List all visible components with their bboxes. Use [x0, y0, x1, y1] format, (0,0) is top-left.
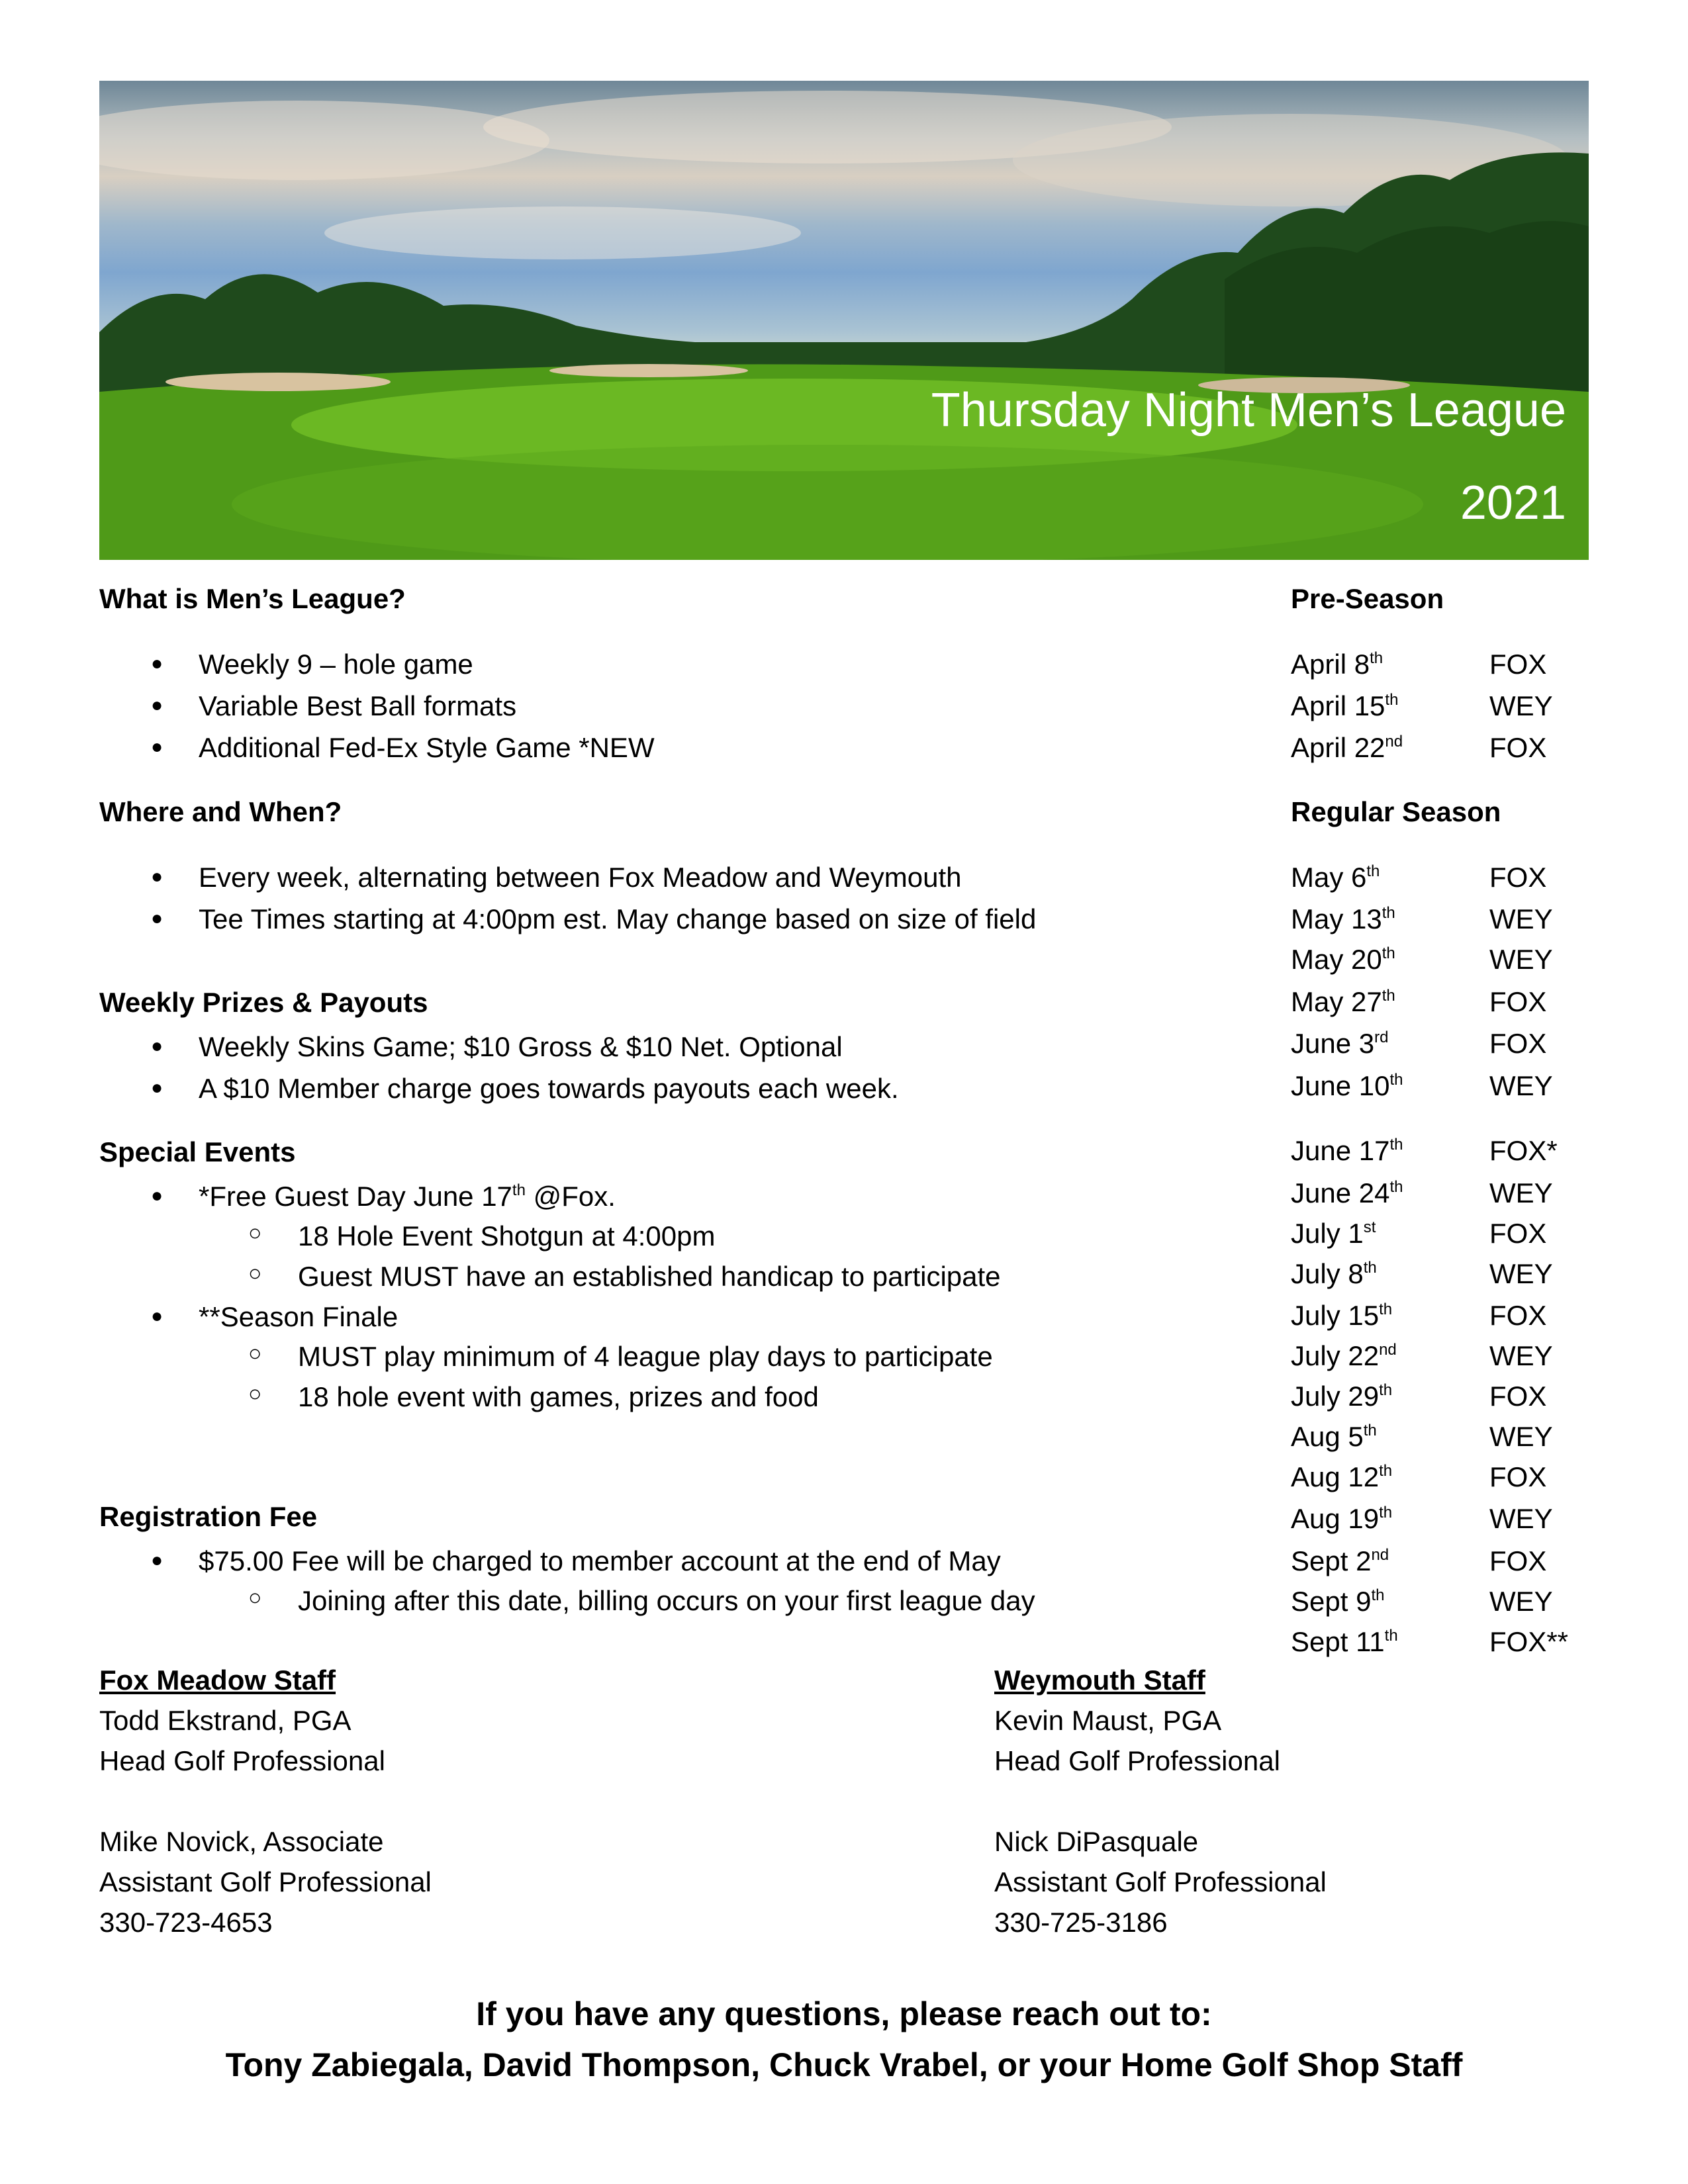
- ordinal-suffix: th: [1385, 691, 1399, 709]
- staff-phone: 330-723-4653: [99, 1907, 273, 1938]
- schedule-date-text: July 22: [1291, 1340, 1380, 1371]
- schedule-date-text: April 22: [1291, 732, 1385, 763]
- header-banner: [99, 81, 1589, 560]
- schedule-date: [1291, 1179, 1403, 1207]
- schedule-date-text: June 10: [1291, 1070, 1390, 1101]
- bullet-icon: ●: [151, 907, 164, 929]
- schedule-course: FOX*: [1489, 1135, 1558, 1166]
- sub-list-item: 18 hole event with games, prizes and food: [298, 1381, 819, 1412]
- ordinal-suffix: st: [1363, 1218, 1376, 1236]
- footer-contact-names: Tony Zabiegala, David Thompson, Chuck Vrabel, or your Home Golf Shop Staff: [225, 2046, 1463, 2083]
- schedule-date-text: Sept 2: [1291, 1545, 1372, 1576]
- staff-line: Assistant Golf Professional: [994, 1866, 1327, 1897]
- schedule-date: [1291, 651, 1383, 678]
- bullet-icon: ●: [151, 1549, 164, 1571]
- sub-list-item: MUST play minimum of 4 league play days to participate: [298, 1341, 993, 1372]
- schedule-date-text: July 15: [1291, 1300, 1380, 1331]
- staff-line: Head Golf Professional: [994, 1745, 1280, 1776]
- schedule-date-text: July 1: [1291, 1218, 1364, 1249]
- schedule-date: [1291, 1628, 1398, 1656]
- schedule-course: FOX: [1489, 862, 1547, 893]
- list-item: **Season Finale: [199, 1301, 399, 1332]
- list-item: Every week, alternating between Fox Meadow and Weymouth: [199, 862, 962, 893]
- sub-bullet-icon: ○: [248, 1261, 262, 1286]
- schedule-date: [1291, 1547, 1389, 1575]
- bullet-icon: ●: [151, 1185, 164, 1206]
- section-heading-prizes: Weekly Prizes & Payouts: [99, 987, 428, 1018]
- schedule-course: FOX: [1489, 986, 1547, 1017]
- schedule-date-text: June 17: [1291, 1135, 1390, 1166]
- schedule-date-text: June 3: [1291, 1028, 1375, 1059]
- sub-bullet-icon: ○: [248, 1220, 262, 1246]
- list-item: Additional Fed-Ex Style Game *NEW: [199, 732, 655, 763]
- schedule-date: [1291, 1030, 1388, 1058]
- schedule-course: WEY: [1489, 1421, 1553, 1452]
- schedule-date-text: June 24: [1291, 1177, 1390, 1208]
- schedule-date: [1291, 1137, 1403, 1165]
- schedule-course: WEY: [1489, 1340, 1553, 1371]
- schedule-date: [1291, 946, 1395, 974]
- schedule-course: WEY: [1489, 1177, 1553, 1208]
- list-item: Weekly Skins Game; $10 Gross & $10 Net. Optional: [199, 1031, 843, 1062]
- bullet-icon: ●: [151, 1305, 164, 1327]
- schedule-date-text: Aug 12: [1291, 1461, 1380, 1492]
- guest-day-location: @Fox.: [525, 1181, 616, 1212]
- list-item: [199, 1183, 616, 1210]
- preseason-heading: Pre-Season: [1291, 583, 1444, 614]
- staff-line: Todd Ekstrand, PGA: [99, 1705, 352, 1736]
- ordinal-suffix: th: [1363, 1259, 1377, 1277]
- ordinal-suffix: th: [1366, 862, 1380, 880]
- sub-bullet-icon: ○: [248, 1341, 262, 1366]
- ordinal-suffix: th: [1363, 1422, 1377, 1439]
- fox-meadow-staff-heading: Fox Meadow Staff: [99, 1664, 336, 1696]
- schedule-course: FOX: [1489, 1028, 1547, 1059]
- schedule-date-text: April 15: [1291, 690, 1385, 721]
- ordinal-suffix: th: [1382, 904, 1395, 922]
- staff-line: Assistant Golf Professional: [99, 1866, 432, 1897]
- schedule-date: [1291, 1463, 1392, 1491]
- ordinal-suffix: th: [1371, 1586, 1385, 1604]
- ordinal-suffix: th: [1379, 1504, 1393, 1522]
- schedule-date-text: May 27: [1291, 986, 1382, 1017]
- schedule-date-text: May 6: [1291, 862, 1367, 893]
- schedule-course: FOX**: [1489, 1626, 1569, 1657]
- schedule-date-text: Sept 9: [1291, 1586, 1372, 1617]
- schedule-date-text: Aug 5: [1291, 1421, 1364, 1452]
- staff-line: Mike Novick, Associate: [99, 1826, 384, 1857]
- ordinal-suffix: rd: [1374, 1028, 1389, 1046]
- guest-day-text: *Free Guest Day June 17: [199, 1181, 512, 1212]
- ordinal-suffix: th: [1389, 1136, 1403, 1154]
- section-heading-registration: Registration Fee: [99, 1501, 318, 1532]
- schedule-course: FOX: [1489, 1461, 1547, 1492]
- schedule-date: [1291, 1505, 1392, 1533]
- schedule-date-text: July 29: [1291, 1381, 1380, 1412]
- schedule-date-text: May 13: [1291, 903, 1382, 934]
- staff-line: Kevin Maust, PGA: [994, 1705, 1222, 1736]
- schedule-date: [1291, 1260, 1377, 1288]
- schedule-date-text: July 8: [1291, 1258, 1364, 1289]
- ordinal-suffix: th: [1379, 1381, 1393, 1399]
- sub-bullet-icon: ○: [248, 1381, 262, 1406]
- ordinal-suffix: th: [1382, 944, 1395, 962]
- sub-list-item: Guest MUST have an established handicap to participate: [298, 1261, 1001, 1292]
- schedule-date: [1291, 1423, 1377, 1451]
- bullet-icon: ●: [151, 653, 164, 674]
- schedule-course: FOX: [1489, 732, 1547, 763]
- ordinal-suffix: th: [1384, 1627, 1398, 1645]
- section-heading-special: Special Events: [99, 1136, 296, 1167]
- regular-season-heading: Regular Season: [1291, 796, 1501, 827]
- schedule-course: WEY: [1489, 1503, 1553, 1534]
- schedule-date: [1291, 988, 1395, 1016]
- schedule-course: WEY: [1489, 944, 1553, 975]
- schedule-date: [1291, 1383, 1392, 1410]
- schedule-date: [1291, 1302, 1392, 1330]
- schedule-date: [1291, 864, 1380, 891]
- schedule-course: WEY: [1489, 690, 1553, 721]
- schedule-course: FOX: [1489, 1300, 1547, 1331]
- bullet-icon: ●: [151, 694, 164, 716]
- bullet-icon: ●: [151, 1077, 164, 1099]
- schedule-date: [1291, 692, 1398, 720]
- schedule-date-text: April 8: [1291, 649, 1370, 680]
- schedule-course: WEY: [1489, 1586, 1553, 1617]
- schedule-date: [1291, 1342, 1397, 1370]
- staff-line: Nick DiPasquale: [994, 1826, 1199, 1857]
- sub-bullet-icon: ○: [248, 1585, 262, 1610]
- schedule-date-text: Sept 11: [1291, 1626, 1385, 1657]
- ordinal-suffix: th: [1379, 1300, 1393, 1318]
- schedule-date: [1291, 1220, 1376, 1248]
- banner-year: 2021: [1460, 477, 1566, 529]
- schedule-course: FOX: [1489, 649, 1547, 680]
- bullet-icon: ●: [151, 1035, 164, 1057]
- bullet-icon: ●: [151, 866, 164, 887]
- list-item: A $10 Member charge goes towards payouts each week.: [199, 1073, 899, 1104]
- list-item: $75.00 Fee will be charged to member account at the end of May: [199, 1545, 1001, 1576]
- section-heading-where: Where and When?: [99, 796, 342, 827]
- weymouth-staff-heading: Weymouth Staff: [994, 1664, 1205, 1696]
- ordinal-suffix: th: [1370, 649, 1383, 667]
- schedule-date: [1291, 1072, 1403, 1100]
- schedule-course: WEY: [1489, 1070, 1553, 1101]
- section-heading-what: What is Men’s League?: [99, 583, 406, 614]
- banner-title: Thursday Night Men’s League: [931, 384, 1566, 437]
- ordinal-suffix: nd: [1371, 1546, 1389, 1564]
- ordinal-suffix: th: [1382, 987, 1395, 1005]
- golf-course-image: [99, 81, 1589, 560]
- schedule-course: FOX: [1489, 1218, 1547, 1249]
- ordinal-suffix: th: [1389, 1178, 1403, 1196]
- staff-phone: 330-725-3186: [994, 1907, 1168, 1938]
- sub-list-item: Joining after this date, billing occurs on your first league day: [298, 1585, 1035, 1616]
- ordinal-suffix: th: [1389, 1071, 1403, 1089]
- list-item: Variable Best Ball formats: [199, 690, 517, 721]
- sub-list-item: 18 Hole Event Shotgun at 4:00pm: [298, 1220, 716, 1251]
- schedule-course: FOX: [1489, 1381, 1547, 1412]
- ordinal-suffix: th: [1379, 1462, 1393, 1480]
- schedule-date: [1291, 905, 1395, 933]
- list-item: Tee Times starting at 4:00pm est. May change based on size of field: [199, 903, 1037, 934]
- schedule-course: WEY: [1489, 1258, 1553, 1289]
- schedule-course: WEY: [1489, 903, 1553, 934]
- bullet-icon: ●: [151, 736, 164, 758]
- schedule-date: [1291, 734, 1403, 762]
- list-item: Weekly 9 – hole game: [199, 649, 473, 680]
- schedule-date: [1291, 1588, 1384, 1615]
- ordinal-suffix: th: [512, 1181, 526, 1199]
- ordinal-suffix: nd: [1385, 733, 1403, 751]
- footer-contact-prompt: If you have any questions, please reach out to:: [476, 1995, 1212, 2032]
- schedule-date-text: Aug 19: [1291, 1503, 1380, 1534]
- schedule-date-text: May 20: [1291, 944, 1382, 975]
- schedule-course: FOX: [1489, 1545, 1547, 1576]
- staff-line: Head Golf Professional: [99, 1745, 385, 1776]
- ordinal-suffix: nd: [1379, 1341, 1397, 1359]
